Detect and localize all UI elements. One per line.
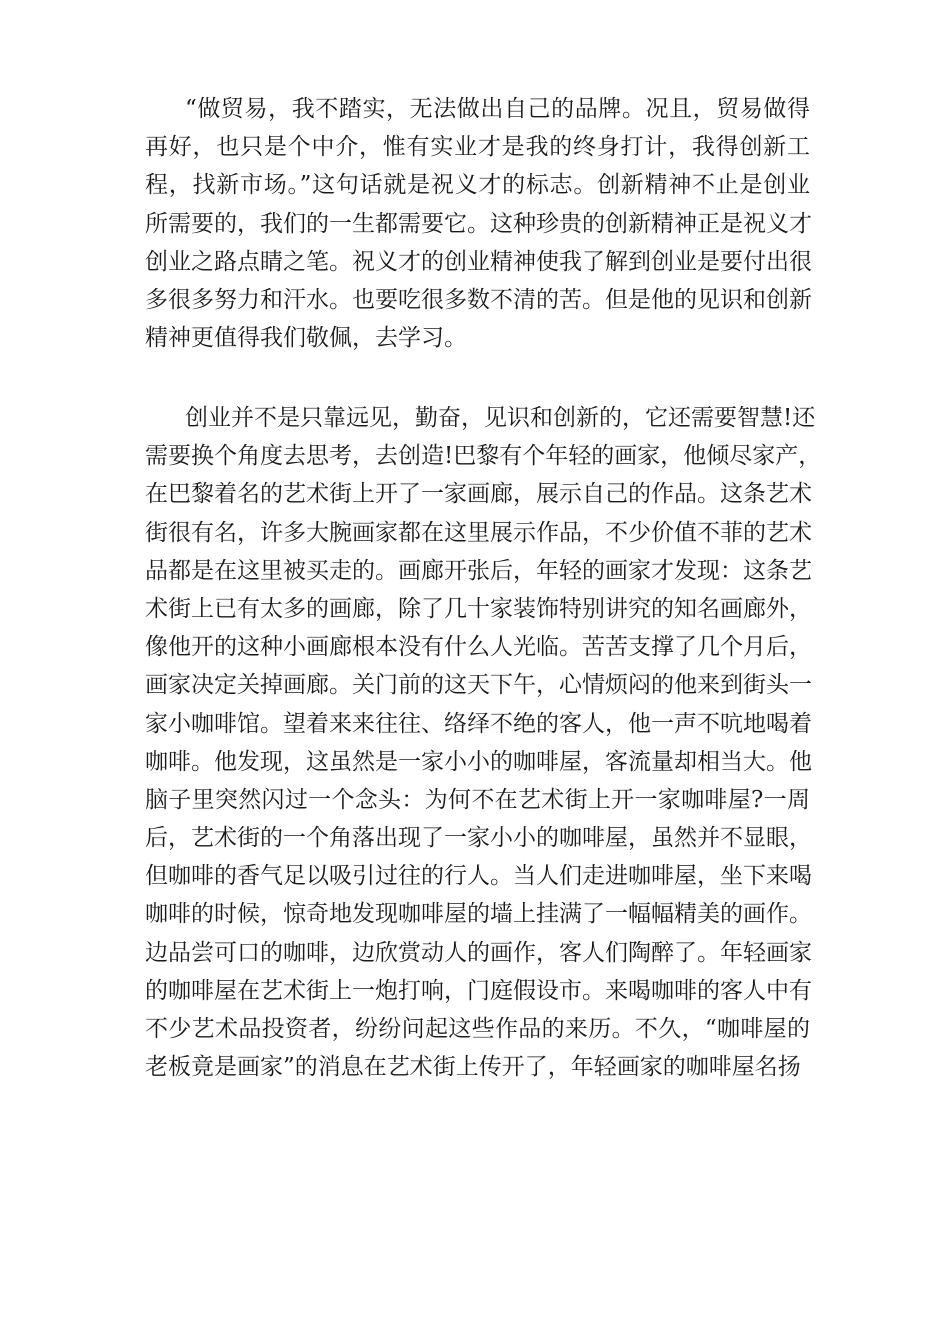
- text-line: 的咖啡屋在艺术街上一炮打响，门庭假设市。来喝咖啡的客人中有: [145, 977, 812, 1004]
- text-line: 脑子里突然闪过一个念头：为何不在艺术街上开一家咖啡屋?一周: [145, 786, 810, 813]
- text-line: 老板竟是画家”的消息在艺术街上传开了，年轻画家的咖啡屋名扬: [145, 1054, 801, 1081]
- text-line: 街很有名，许多大腕画家都在这里展示作品，不少价值不菲的艺术: [145, 519, 812, 546]
- text-line: 需要换个角度去思考，去创造!巴黎有个年轻的画家，他倾尽家产，: [145, 443, 822, 470]
- text-line: “做贸易，我不踏实，无法做出自己的品牌。况且，贸易做得: [185, 96, 810, 122]
- text-line: 品都是在这里被买走的。画廊开张后，年轻的画家才发现：这条艺: [145, 557, 812, 584]
- paragraph-2: [145, 399, 822, 1086]
- text-line: 家小咖啡馆。望着来来往往、络绎不绝的客人，他一声不吭地喝着: [145, 710, 812, 737]
- text-line: 创业之路点睛之笔。祝义才的创业精神使我了解到创业是要付出很: [145, 248, 812, 275]
- text-line: 精神更值得我们敬佩，去学习。: [145, 325, 467, 352]
- text-line: 像他开的这种小画廊根本没有什么人光临。苦苦支撑了几个月后，: [145, 634, 812, 661]
- text-line: 画家决定关掉画廊。关门前的这天下午，心情烦闷的他来到街头一: [145, 672, 812, 699]
- text-line: 创业并不是只靠远见，勤奋，见识和创新的，它还需要智慧!还: [185, 405, 816, 431]
- text-line: 但咖啡的香气足以吸引过往的行人。当人们走进咖啡屋，坐下来喝: [145, 863, 812, 890]
- text-line: 程，找新市场。”这句话就是祝义才的标志。创新精神不止是创业: [145, 172, 810, 199]
- text-line: 咖啡的时候，惊奇地发现咖啡屋的墙上挂满了一幅幅精美的画作。: [145, 901, 812, 928]
- text-line: 在巴黎着名的艺术街上开了一家画廊，展示自己的作品。这条艺术: [145, 481, 812, 508]
- paragraph-1: [145, 90, 810, 357]
- text-line: 咖啡。他发现，这虽然是一家小小的咖啡屋，客流量却相当大。他: [145, 748, 812, 775]
- text-line: 后，艺术街的一个角落出现了一家小小的咖啡屋，虽然并不显眼，: [145, 825, 812, 852]
- text-line: 术街上已有太多的画廊，除了几十家装饰特别讲究的知名画廊外，: [145, 595, 812, 622]
- text-line: 边品尝可口的咖啡，边欣赏动人的画作，客人们陶醉了。年轻画家: [145, 939, 812, 966]
- text-line: 多很多努力和汗水。也要吃很多数不清的苦。但是他的见识和创新: [145, 286, 812, 313]
- text-line: 再好，也只是个中介，惟有实业才是我的终身打计，我得创新工: [145, 134, 810, 161]
- text-line: 不少艺术品投资者，纷纷问起这些作品的来历。不久，“咖啡屋的: [145, 1016, 810, 1042]
- text-line: 所需要的，我们的一生都需要它。这种珍贵的创新精神正是祝义才: [145, 210, 812, 237]
